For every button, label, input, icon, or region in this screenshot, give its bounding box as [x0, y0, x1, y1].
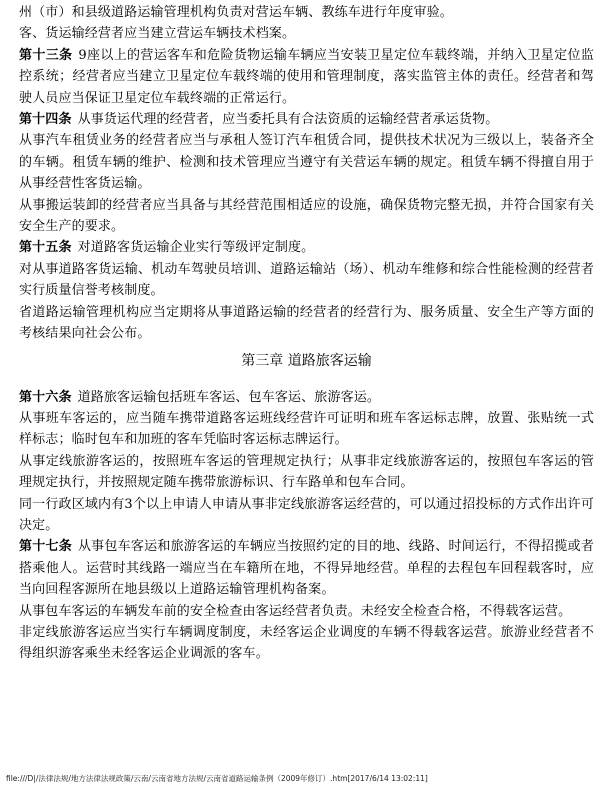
article-14 [19, 109, 594, 130]
paragraph-text: 从事定线旅游客运的，按照班车客运的管理规定执行；从事非定线旅游客运的，按照包车客运的管理规定执行，并按照规定随车携带旅游标识、行车路单和包车合同。 [19, 453, 594, 491]
paragraph-scheduled-bus [19, 408, 594, 451]
article-17 [19, 536, 594, 600]
paragraph-text: 从事汽车租赁业务的经营者应当与承租人签订汽车租赁合同，提供技术状况为三级以上，装备齐全的车辆。租赁车辆的维护、检测和技术管理应当遵守有关营运车辆的规定。租赁车辆不得擅自用于从事经营性客货运输。 [19, 133, 594, 192]
page-footer-path: file:///D|/法律法规/地方法律法规政策/云南/云南省地方法规/云南省道路运输条例（2009年修订）.htm[2017/6/14 13:02:11] [6, 774, 428, 783]
article-label: 第十五条 [19, 240, 72, 256]
chapter-title: 第三章 道路旅客运输 [241, 352, 372, 369]
paragraph-quality-credit [19, 259, 594, 302]
article-label: 第十七条 [19, 539, 72, 555]
paragraph-fixed-route-tour [19, 451, 594, 494]
paragraph-text: 从事班车客运的，应当随车携带道路客运班线经营许可证明和班车客运标志牌，放置、张贴统一式样标志；临时包车和加班的客车凭临时客运标志牌运行。 [19, 410, 594, 448]
article-text: 从事货运代理的经营者，应当委托具有合法资质的运输经营者承运货物。 [77, 112, 499, 128]
paragraph-text: 对从事道路客货运输、机动车驾驶员培训、道路运输站（场）、机动车维修和综合性能检测的经营者实行质量信誉考核制度。 [19, 261, 594, 299]
article-text: 从事包车客运和旅游客运的车辆应当按照约定的目的地、线路、时间运行，不得招揽或者搭乘他人。运营时其线路一端应当在车籍所在地，不得异地经营。单程的去程包车回程载客时，应当向回程客源所在地县级以上道路运输管理机构备案。 [19, 539, 594, 598]
paragraph-text: 客、货运输经营者应当建立营运车辆技术档案。 [19, 26, 296, 42]
article-label: 第十六条 [19, 389, 72, 405]
paragraph-car-rental [19, 130, 594, 194]
article-13 [19, 45, 594, 109]
paragraph-dispatch-system [19, 622, 594, 665]
article-text: 对道路客货运输企业实行等级评定制度。 [77, 240, 315, 256]
paragraph-public-results [19, 302, 594, 345]
article-label: 第十四条 [19, 112, 72, 128]
paragraph-text: 省道路运输管理机构应当定期将从事道路运输的经营者的经营行为、服务质量、安全生产等方面的考核结果向社会公布。 [19, 304, 594, 342]
paragraph-text: 非定线旅游客运应当实行车辆调度制度，未经客运企业调度的车辆不得载客运营。旅游业经营者不得组织游客乘坐未经客运企业调派的客车。 [19, 624, 594, 662]
paragraph-annual-inspection [19, 2, 594, 23]
paragraph-text: 州（市）和县级道路运输管理机构负责对营运车辆、教练车进行年度审验。 [19, 5, 453, 20]
article-15 [19, 237, 594, 258]
article-label: 第十三条 [19, 47, 73, 63]
paragraph-vehicle-records [19, 23, 594, 44]
paragraph-text: 从事搬运装卸的经营者应当具备与其经营范围相适应的设施，确保货物完整无损，并符合国家有关安全生产的要求。 [19, 197, 594, 235]
paragraph-text: 从事包车客运的车辆发车前的安全检查由客运经营者负责。未经安全检查合格，不得载客运营。 [19, 603, 572, 619]
article-text: 道路旅客运输包括班车客运、包车客运、旅游客运。 [77, 389, 381, 405]
paragraph-bidding [19, 494, 594, 537]
document-body [19, 2, 594, 665]
paragraph-loading-unloading [19, 195, 594, 238]
article-text: 9座以上的营运客车和危险货物运输车辆应当安装卫星定位车载终端，并纳入卫星定位监控系统；经营者应当建立卫星定位车载终端的使用和管理制度，落实监管主体的责任。经营者和驾驶人员应当保证卫星定位车载终端的正常运行。 [19, 47, 594, 106]
article-16 [19, 387, 594, 408]
paragraph-text: 同一行政区域内有3个以上申请人申请从事非定线旅游客运经营的，可以通过招投标的方式作出许可决定。 [19, 496, 594, 533]
paragraph-safety-check [19, 601, 594, 622]
